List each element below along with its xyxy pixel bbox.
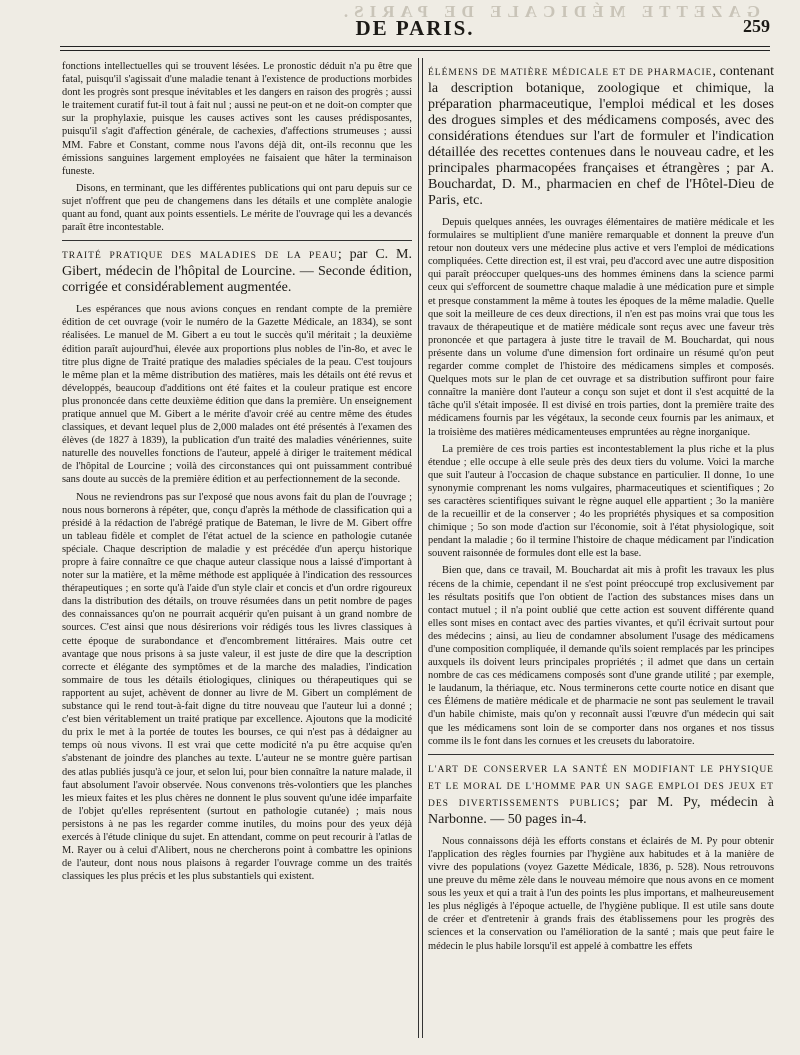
review-heading — [428, 64, 774, 209]
review-byline: ; par C. M. Gibert, médecin de l'hôpital de Lourcine. — Seconde édition, corrigée et considérablement augmentée. — [62, 247, 412, 296]
right-column — [428, 60, 774, 1035]
paragraph: Bien que, dans ce travail, M. Bouchardat ait mis à profit les travaux les plus récens de la chimie, cependant il ne s'est point préoccupé trop exclusivement par les résultats positifs que l'on obtient de l'action des substances mises dans un contact mutuel ; il n'a point oublié que cette action est souvent différente quand elles sont mises en contact avec des parties vivantes, et qu'il écrivait surtout pour des médecins ; ainsi, au lieu de condamner absolument l'usage des médicamens d'une composition compliquée, il demande qu'ils soient remplacés par les principes auxquels ils doivent leurs principales propriétés ; il admet que dans un certain nombre de cas ces médicamens composés sont d'une grande utilité ; par exemple, le laudanum, la thériaque, etc. Nous terminerons cette courte notice en disant que ces Élémens de matière médicale et de pharmacie ne sont pas seulement le travail d'un habile chimiste, mais qu'on y reconnaît aussi l'œuvre d'un médecin qui sait que les médicamens sont loin de se comporter dans nos organes et nos tissus comme ils le font dans les cornues et les creusets du laboratoire. — [428, 565, 774, 747]
review-byline: , contenant la description botanique, zoologique et chimique, la préparation pharmaceutique, l'emploi médical et les doses des drogues simples et des médicamens composés, avec des considérations étendues sur l'art de formuler et l'indication détaillée des recettes contenues dans le nouveau cadre, et les principales pharmacopées françaises et étrangères ; par A. Bouchardat, D. M., pharmacien en chef de l'Hôtel-Dieu de Paris, etc. — [428, 64, 774, 208]
column-divider — [418, 58, 423, 1038]
paragraph: fonctions intellectuelles qui se trouvent lésées. Le pronostic déduit n'a pu être que fatal, puisqu'il s'agissait d'une maladie tenant à l'existence de productions morbides dont les progrès sont presque inévitables et les dangers en raison des progrès ; aussi le traitement curatif fut-il tout à fait nul ; aussi ne peut-on et ne doit-on compter que sur la prophylaxie, puisque les causes actives sont les causes prédisposantes, puisqu'il s'agit d'affection générale, de cachexies, d'affections strumeuses ; aussi MM. Fabre et Constant, comme nous l'avons déjà dit, ont-ils reconnu que les émissions sanguines largement employées ne faisaient que hâter la terminaison funeste. — [62, 61, 412, 177]
section-separator — [62, 240, 412, 241]
paragraph: Nous connaissons déjà les efforts constans et éclairés de M. Py pour obtenir l'application des règles fournies par l'hygiène aux habitudes et à la manière de vivre des populations (voyez Gazette Médicale, 1836, p. 528). Nous retrouvons une preuve du même zèle dans le nouveau mémoire que nous avons en ce moment sous les yeux et qui a trait à l'un des points les plus importans, et malheureusement les plus négligés à l'époque actuelle, de l'hygiène publique. Il est utile sans doute de créer et d'entretenir à grands frais des établissemens pour les progrès des sciences et la conservation ou l'amélioration de la santé ; mais que peut faire le médecin le plus habile lorsqu'il est appelé à combattre les effets — [428, 835, 774, 952]
paragraph: Les espérances que nous avions conçues en rendant compte de la première édition de cet ouvrage (voir le numéro de la Gazette Médicale, an 1834), se sont réalisées. Le manuel de M. Gibert a eu tout le succès qu'il méritait ; la deuxième édition paraît aujourd'hui, élevée aux proportions plus nobles de l'in-8o, et avec le titre plus digne de Traité pratique des maladies spéciales de la peau. C'est toujours le même plan et la même distribution des matières, mais les détails ont été revus et développés, beaucoup d'additions ont été faites et la couleur pratique est encore plus prononcée dans cette deuxième édition que dans la première. Un enseignement pratique annuel que M. Gibert a le mérite d'avoir créé au centre même des études classiques, et devant lequel plus de 2,000 malades ont été présentés à l'examen des élèves (de 1827 à 1839), la publication d'un traité des maladies vénériennes, suite naturelle des nouvelles fonctions de l'auteur, appelé à diriger le traitement médical de l'hôpital de Lourcine ; voilà des circonstances qui ont puissamment contribué sans doute au succès de la première édition et au perfectionnement de la seconde. — [62, 304, 412, 486]
paragraph: Nous ne reviendrons pas sur l'exposé que nous avons fait du plan de l'ouvrage ; nous nous bornerons à répéter, que, conçu d'après la méthode de classification qui a présidé à la rédaction de l'abrégé pratique de Bateman, le livre de M. Gibert offre un tableau fidèle et complet de l'état actuel de la science en pathologie cutanée spéciale. Chaque description de maladie y est précédée d'un aperçu historique propre à faire connaître ce que chaque auteur classique nous a laissé d'important à noter sur la matière, et la même méthode est appliquée à l'indication des ressources thérapeutiques ; en sorte qu'à l'aide d'un style clair et concis et d'un ordre rigoureux dans la distribution des détails, on trouve résumées dans un petit nombre de pages des connaissances qu'on ne pourrait acquérir qu'en puisant à un grand nombre de sources. C'est ainsi que nous désirerions voir rédigés tous les livres classiques à cette époque de surabondance et d'encombrement littéraires. Mais outre cet avantage que nous prisons à sa juste valeur, il est juste de dire que la description correcte et élégante des symptômes et de la marche des maladies, l'indication sommaire de tous les détails étiologiques, cliniques ou thérapeutiques qui se rapportent au sujet, achèvent de donner au livre de M. Gibert un complément de substance qui le rend tout-à-fait digne du titre nouveau que l'auteur lui a donné ; c'est bien véritablement un traité pratique par excellence. Ajoutons que la modicité du prix le met à la portée de toutes les bourses, ce qui n'est pas à dédaigner au temps où nous vivons. Il est vrai que cette modicité n'a pu être acquise qu'en s'abstenant de joindre des planches au texte. L'auteur ne se montre guère partisan des atlas publiés jusqu'à ce jour, et selon lui, pour bien connaître la nature malade, il faut absolument l'avoir observée. Nous convenons très-volontiers que les planches les mieux faites et les plus chères ne donnent le plus souvent qu'une idée imparfaite de l'objet qu'elles représentent (surtout en pathologie cutanée) ; mais nous persistons à ne pas les regarder comme inutiles, du moins pour des yeux déjà exercés à l'étude clinique du sujet. En attendant, comme on peut recourir à l'atlas de M. Rayer ou à celui d'Alibert, nous ne chercherons point à combattre les opinions de l'auteur, dont nous nous plaisons à regarder l'ouvrage comme un des traités classiques les plus précis et les plus substantiels qui existent. — [62, 491, 412, 883]
running-title: DE PARIS. — [355, 16, 475, 40]
paragraph: La première de ces trois parties est incontestablement la plus riche et la plus étendue ; elle occupe à elle seule près des deux tiers du volume. Voici la marche que suit l'auteur à l'occasion de chaque substance en particulier. Il donne, 1o une synonymie comprenant les noms vulgaires, pharmaceutiques et scientifiques ; 2o ses caractères scientifiques suivant le règne auquel elle appartient ; 3o la manière de la recueillir et de la conserver ; 4o les propriétés physiques et sa composition chimique ; 5o son mode d'action sur l'économie, soit à l'état physiologique, soit pendant la maladie ; 6o il termine l'histoire de chaque médicament par l'indication souvent raisonnée de formules dont elle est la base. — [428, 443, 774, 560]
page-header — [60, 14, 770, 44]
review-title: ÉLÉMENS DE MATIÈRE MÉDICALE ET DE PHARMACIE — [428, 68, 713, 78]
review-title: TRAITÉ PRATIQUE DES MALADIES DE LA PEAU — [62, 251, 338, 262]
bleed-through-text: GAZETTE MÉDICALE DE PARIS. — [337, 2, 760, 20]
left-column — [62, 60, 412, 1035]
section-separator — [428, 754, 774, 755]
paragraph: Depuis quelques années, les ouvrages élémentaires de matière médicale et les formulaires se multiplient d'une manière remarquable et donnent la preuve d'un retour non douteux vers une médecine plus active et vers l'emploi de médications compliquées. Cette direction est, il est vrai, peu d'accord avec une autre disposition qui paraît préoccuper quelques-uns des hommes éminens dans la science parmi ceux qui s'efforcent de soumettre chaque maladie à une médication pure et simple et presque constamment la même à toutes les époques de la même maladie. Quelle que soit la meilleure de ces deux directions, il n'en est pas moins vrai que tous les travaux de thérapeutique et de matière médicale sont reçus avec une faveur très prononcée et que partagera à juste titre le travail de M. Bouchardat, qui nous présente dans un volume d'une dimension fort ordinaire un résumé qu'on peut regarder comme complet de l'histoire des médicamens simples et composés. Quelques mots sur le plan de cet ouvrage et sa distribution suffiront pour faire connaître la manière dont l'auteur a conçu son sujet et dont il s'est acquitté de la tâche qu'il s'était imposée. Il est divisé en trois parties, dont la première traite des médicamens fournis par les végétaux, la seconde ceux fournis par les animaux, et la troisième des matières médicamenteuses empruntées au règne inorganique. — [428, 217, 774, 438]
header-rule — [60, 46, 770, 47]
header-rule-thin — [60, 50, 770, 51]
review-heading — [428, 761, 774, 828]
review-heading — [62, 247, 412, 296]
paragraph: Disons, en terminant, que les différentes publications qui ont paru depuis sur ce sujet n'offrent que peu de changemens dans les détails et une complète analogie quant au fond, quant aux points essentiels. Le mérite de l'ouvrage qui les a devancés paraît être incontestable. — [62, 182, 412, 234]
review-title: L'ART DE CONSERVER LA SANTÉ EN MODIFIANT LE PHYSIQUE ET LE MORAL DE L'HOMME PAR UN SAGE EMPLOI DES JEUX ET DES DIVERTISSEMENTS PUBLICS — [428, 764, 774, 809]
review-byline: ; par M. Py, médecin à Narbonne. — 50 pages in-4. — [428, 794, 774, 827]
page-number: 259 — [743, 16, 770, 36]
